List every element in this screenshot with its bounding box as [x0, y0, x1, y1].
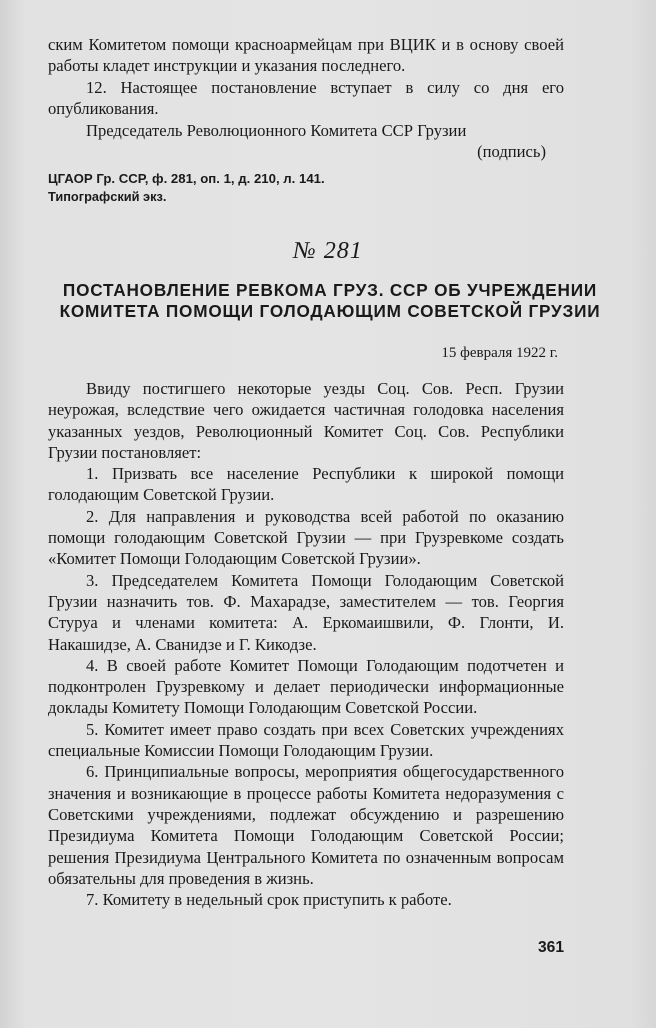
body-paragraph-7: 7. Комитету в недельный срок приступить к работе.: [86, 890, 452, 910]
signature-note: (подпись): [477, 142, 546, 161]
body-paragraph-3: 3. Председателем Комитета Помощи Голодающим Советской Грузии назначить тов. Ф. Махарадзе, заместителем — тов. Георгия Стуруа и членами комитета: А. Еркомаишвили, Ф. Глонти, И. Накашидзе, А. Сванидзе и Г. Кикодзе.: [48, 570, 564, 654]
chairman-line: Председатель Революционного Комитета ССР Грузии: [86, 121, 467, 140]
body-paragraph-2: 2. Для направления и руководства всей работой по оказанию помощи голодающим Советской Грузии — при Грузревкоме создать «Комитет Помощи Голодающим Советской Грузии».: [48, 506, 564, 569]
document-date: 15 февраля 1922 г.: [441, 345, 558, 361]
body-paragraph-6: 6. Принципиальные вопросы, мероприятия общегосударственного значения и возникающие в процессе работы Комитета недоразумения с Советскими учреждениями, подлежат обсуждению и разрешению Президиума Комитета Помощи Голодающим Советской России; решения Президиума Центрального Комитета по означенным вопросам обязательны для проведения в жизнь.: [48, 762, 564, 888]
body-paragraph-5: 5. Комитет имеет право создать при всех Советских учреждениях специальные Комиссии Помощи Голодающим Грузии.: [48, 719, 564, 761]
archive-reference: ЦГАОР Гр. ССР, ф. 281, оп. 1, д. 210, л. 141.: [48, 171, 325, 186]
document-title: ПОСТАНОВЛЕНИЕ РЕВКОМА ГРУЗ. ССР ОБ УЧРЕЖДЕНИИ КОМИТЕТА ПОМОЩИ ГОЛОДАЮЩИМ СОВЕТСКОЙ ГРУЗИИ: [59, 280, 601, 321]
document-number: № 281: [293, 238, 363, 264]
body-paragraph-1: 1. Призвать все население Республики к широкой помощи голодающим Советской Грузии.: [48, 464, 564, 505]
document-body: [48, 378, 564, 910]
page-number: 361: [537, 939, 564, 956]
body-paragraph-4: 4. В своей работе Комитет Помощи Голодающим подотчетен и подконтролен Грузревкому и делает периодически информационные доклады Комитету Помощи Голодающим Советской России.: [48, 655, 564, 718]
continuation-paragraph: ским Комитетом помощи красноармейцам при ВЦИК и в основу своей работы кладет инструкции и указания последнего.: [48, 35, 564, 76]
archive-copy-note: Типографский экз.: [48, 189, 167, 204]
body-paragraph-preamble: Ввиду постигшего некоторые уезды Соц. Сов. Респ. Грузии неурожая, вследствие чего ожидается частичная голодовка населения указанных уездов, Революционный Комитет Соц. Сов. Республики Грузии постановляет:: [48, 379, 564, 462]
point-12-paragraph: 12. Настоящее постановление вступает в силу со дня его опубликования.: [48, 78, 564, 119]
